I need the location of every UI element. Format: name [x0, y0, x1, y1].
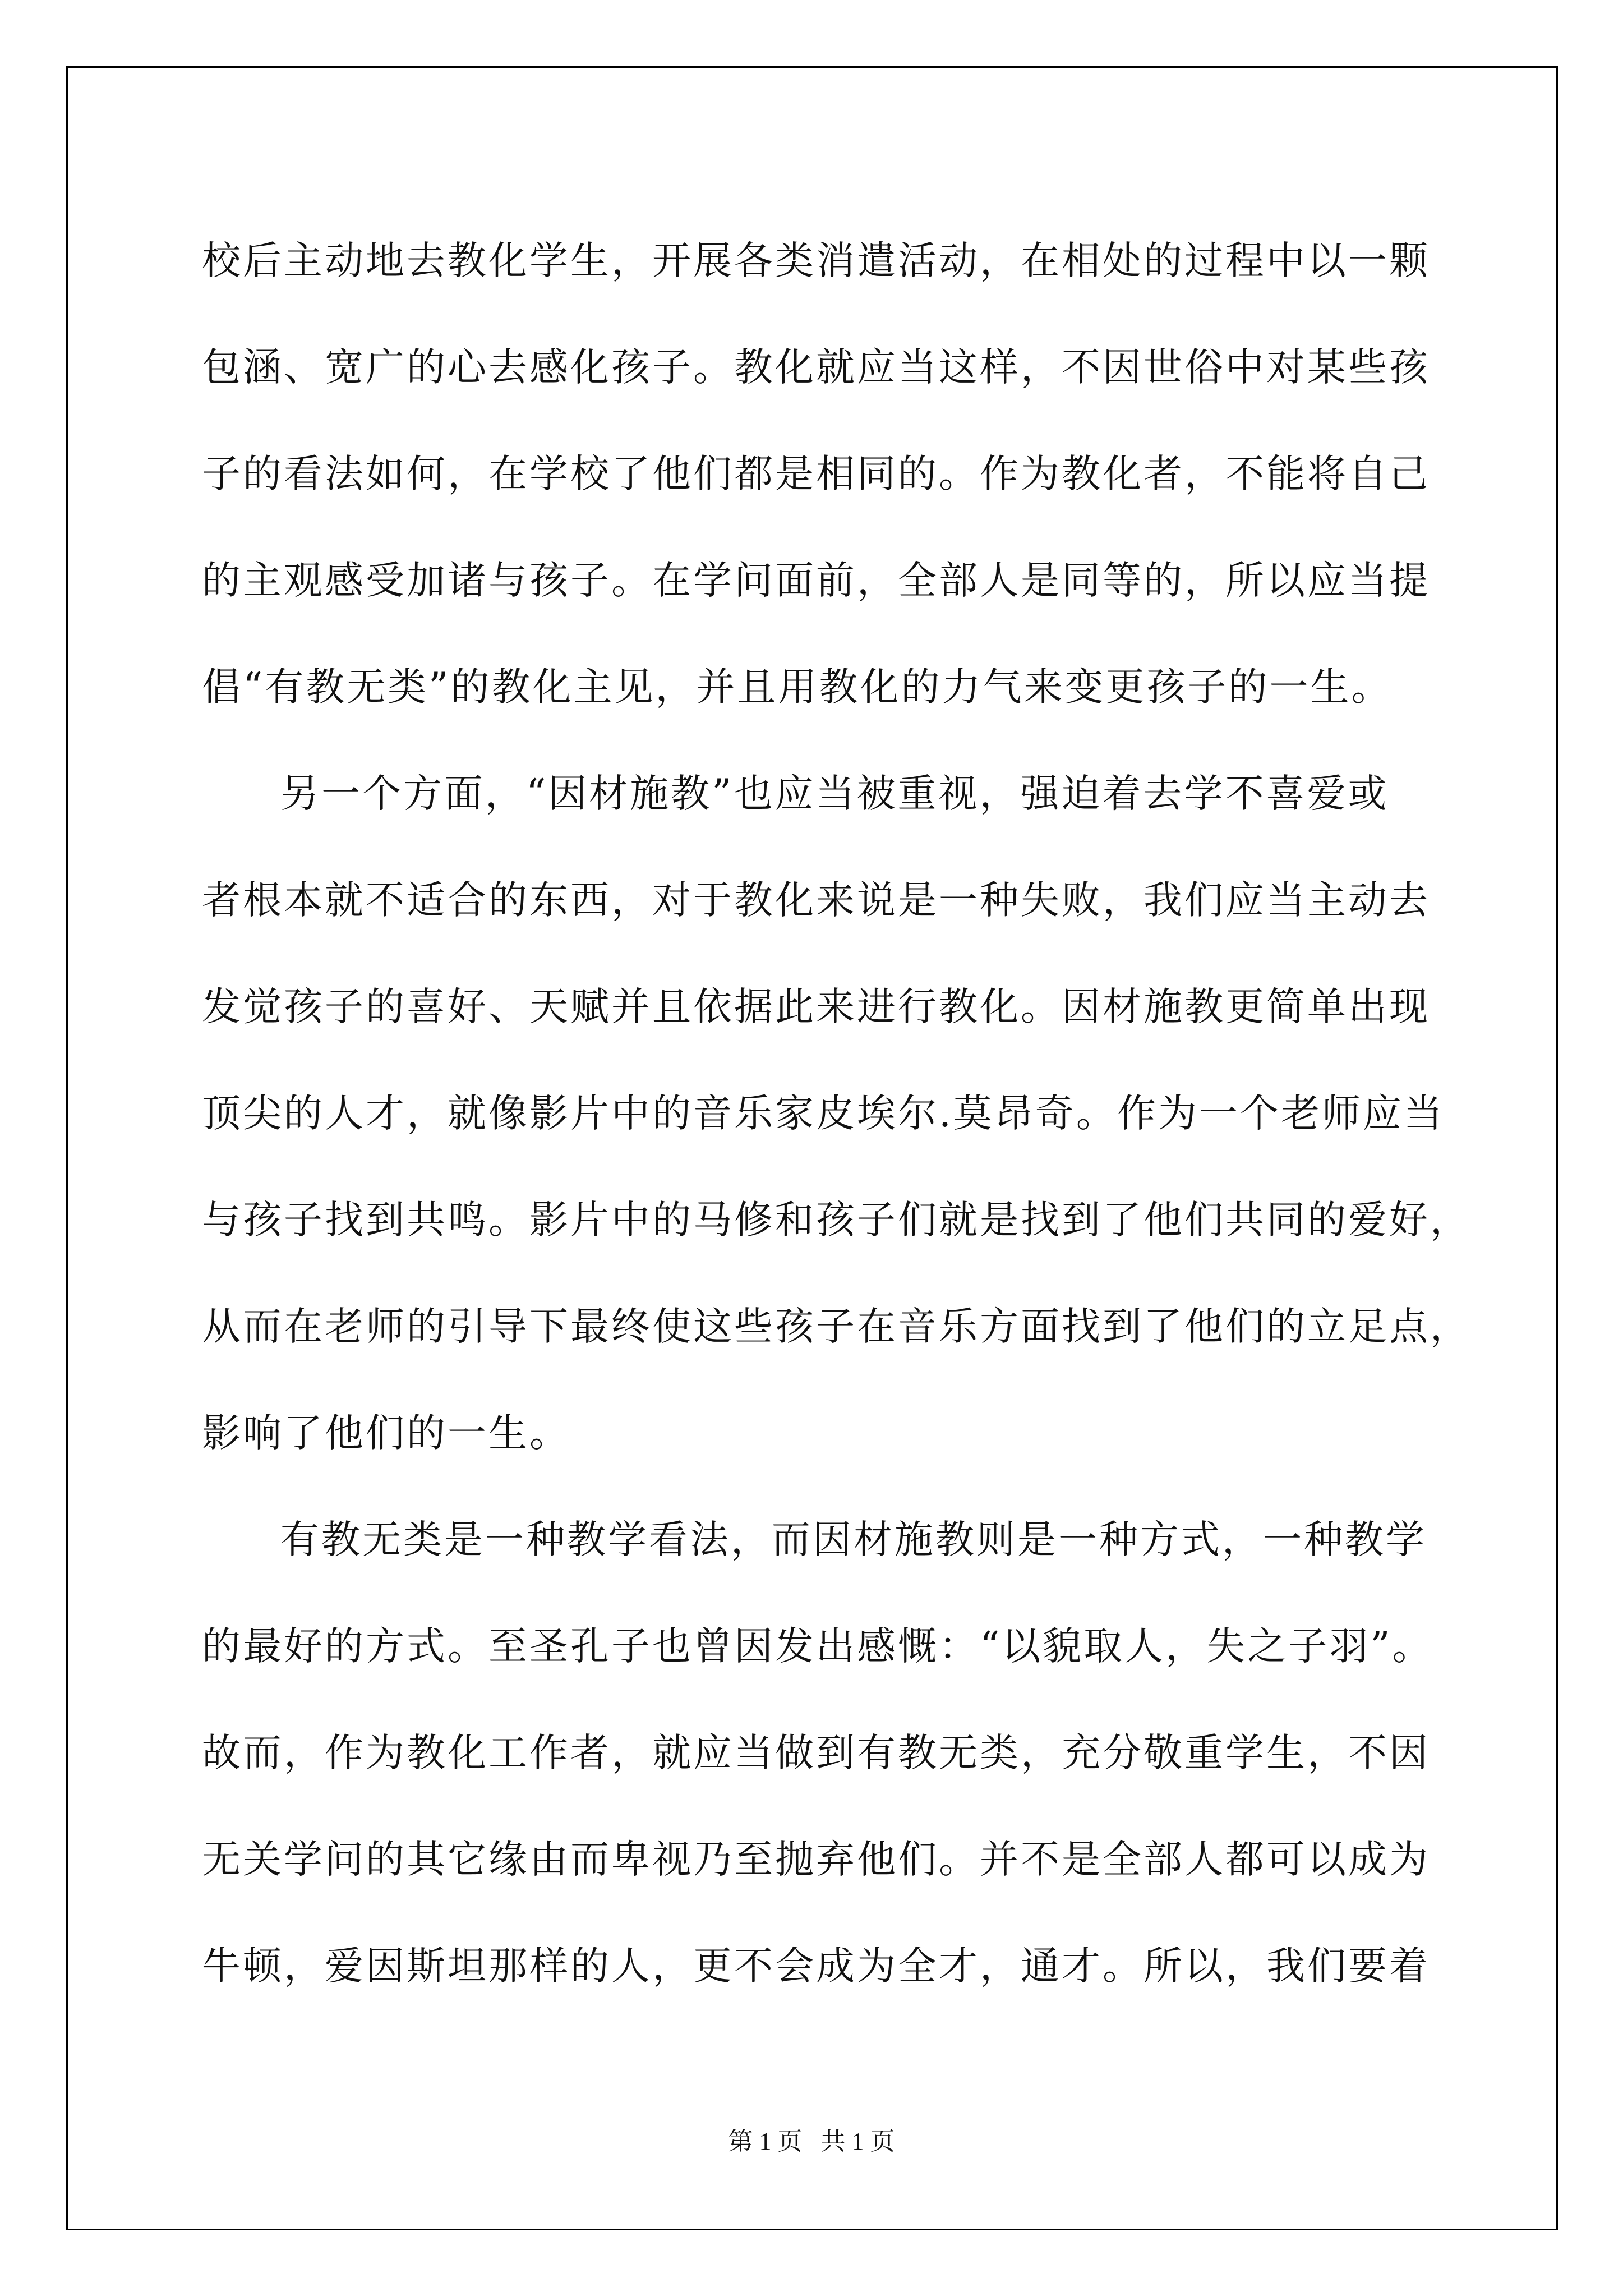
paragraph-start-line-6: 另一个方面，“因材施教”也应当被重视，强迫着去学不喜爱或: [280, 771, 1389, 816]
text-line-14: 的最好的方式。至圣孔子也曾因发出感慨：“以貌取人，失之子羽”。: [202, 1624, 1433, 1669]
paragraph-start-line-13: 有教无类是一种教学看法，而因材施教则是一种方式，一种教学: [280, 1517, 1427, 1562]
page-number-footer: 第 1 页 共 1 页: [728, 2128, 895, 2155]
text-line-10: 与孩子找到共鸣。影片中的马修和孩子们就是找到了他们共同的爱好，: [202, 1198, 1471, 1243]
text-line-8: 发觉孩子的喜好、天赋并且依据此来进行教化。因材施教更简单出现: [202, 984, 1430, 1029]
text-line-7: 者根本就不适合的东西，对于教化来说是一种失败，我们应当主动去: [202, 878, 1430, 923]
text-line-15: 故而，作为教化工作者，就应当做到有教无类，充分敬重学生，不因: [202, 1731, 1430, 1775]
document-body: [202, 208, 1471, 2019]
text-line-17: 牛顿，爱因斯坦那样的人，更不会成为全才，通才。所以，我们要着: [202, 1944, 1430, 1989]
text-line-3: 子的看法如何，在学校了他们都是相同的。作为教化者，不能将自己: [202, 452, 1430, 496]
text-line-9: 顶尖的人才，就像影片中的音乐家皮埃尔.莫昂奇。作为一个老师应当: [202, 1091, 1445, 1136]
text-line-12: 影响了他们的一生。: [202, 1411, 570, 1456]
text-line-4: 的主观感受加诸与孩子。在学问面前，全部人是同等的，所以应当提: [202, 558, 1430, 603]
text-line-2: 包涵、宽广的心去感化孩子。教化就应当这样，不因世俗中对某些孩: [202, 345, 1430, 390]
text-line-16: 无关学问的其它缘由而卑视乃至抛弃他们。并不是全部人都可以成为: [202, 1837, 1430, 1882]
text-line-1: 校后主动地去教化学生，开展各类消遣活动，在相处的过程中以一颗: [202, 238, 1430, 283]
text-line-11: 从而在老师的引导下最终使这些孩子在音乐方面找到了他们的立足点，: [202, 1304, 1471, 1349]
text-line-5: 倡“有教无类”的教化主见，并且用教化的力气来变更孩子的一生。: [202, 665, 1393, 710]
